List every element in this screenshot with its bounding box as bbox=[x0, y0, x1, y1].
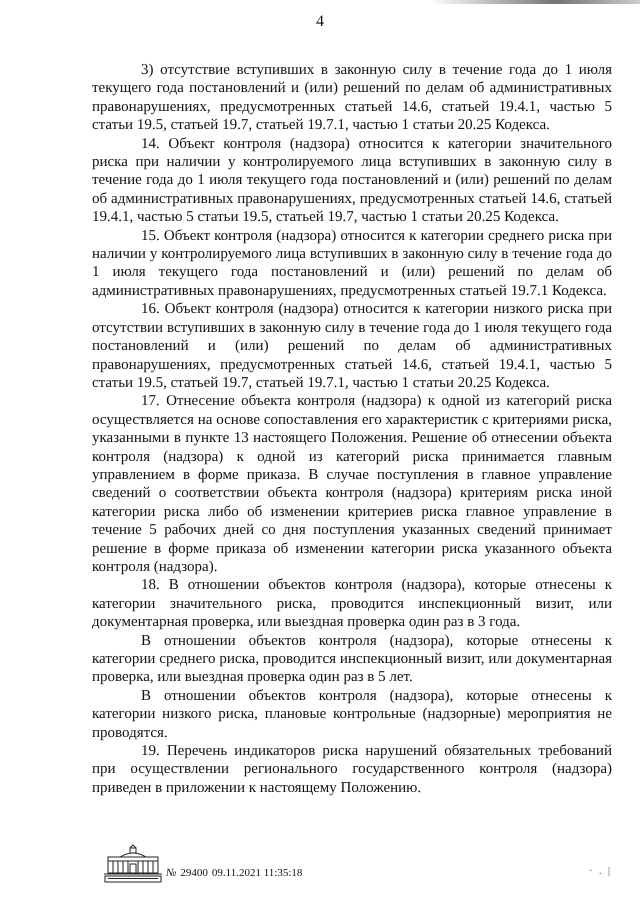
paragraph-18-low-inspections: В отношении объектов контроля (надзора), которые отнесены к категории низкого риска, плановые контрольные (надзорные) мероприятия не проводятся. bbox=[92, 687, 612, 741]
paragraph-item-3: 3) отсутствие вступивших в законную силу в течение года до 1 июля текущего года постановлений и (или) решений по делам об административных правонарушениях, предусмотренных статьей 14.6, статьей 19.4.1, частью 5 статьи 19.5, статьей 19.7, статьей 19.7.1, частью 1 статьи 20.25 Кодекса. bbox=[92, 62, 612, 134]
registration-number: 29400 bbox=[180, 867, 208, 879]
paragraph-15-medium-risk: 15. Объект контроля (надзора) относится к категории среднего риска при наличии у контролируемого лица вступивших в законную силу в течение года до 1 июля текущего года постановлений и (или) решений по делам об административных правонарушениях, предусмотренных статьей 19.7.1 Кодекса. bbox=[92, 227, 612, 299]
scan-artifact: · . | bbox=[589, 866, 612, 877]
page-number: 4 bbox=[316, 13, 324, 30]
government-building-icon bbox=[102, 844, 164, 884]
scan-edge-smudge bbox=[430, 0, 640, 4]
paragraph-18-medium-inspections: В отношении объектов контроля (надзора), которые отнесены к категории среднего риска, проводится инспекционный визит, или документарная проверка, или выездная проверка один раз в 5 лет. bbox=[92, 632, 612, 686]
paragraph-17-risk-assignment: 17. Отнесение объекта контроля (надзора) к одной из категорий риска осуществляется на основе сопоставления его характеристик с критериями риска, указанными в пункте 13 настоящего Положения. Решение об отнесении объекта контроля (надзора) к одной из категорий риска принимается главным управлением в форме приказа. В случае поступления в главное управление сведений о соответствии объекта контроля (надзора) критериям риска иной категории риска либо об изменении критериев риска главное управление в течение 5 рабочих дней со дня поступления указанных сведений принимает решение в форме приказа об изменении категории риска указанного объекта контроля (надзора). bbox=[92, 393, 612, 575]
registration-timestamp: 09.11.2021 11:35:18 bbox=[211, 867, 303, 879]
paragraph-14-significant-risk: 14. Объект контроля (надзора) относится к категории значительного риска при наличии у контролируемого лица вступивших в законную силу в течение года до 1 июля текущего года постановлений и (или) решений по делам об административных правонарушениях, предусмотренных статьей 14.6, статьей 19.4.1, частью 5 статьи 19.5, статьей 19.7, частью 1 статьи 20.25 Кодекса. bbox=[92, 135, 612, 226]
registration-symbol: № bbox=[166, 867, 177, 879]
paragraph-18-significant-inspections: 18. В отношении объектов контроля (надзора), которые отнесены к категории значительного риска, проводится инспекционный визит, или документарная проверка, или выездная проверка один раз в 3 года. bbox=[92, 577, 612, 631]
paragraph-19-risk-indicators: 19. Перечень индикаторов риска нарушений обязательных требований при осуществлении регионального государственного контроля (надзора) приведен в приложении к настоящему Положению. bbox=[92, 743, 612, 796]
paragraph-16-low-risk: 16. Объект контроля (надзора) относится к категории низкого риска при отсутствии вступивших в законную силу в течение года до 1 июля текущего года постановлений и (или) решений по делам об административных правонарушениях, предусмотренных статьей 14.6, статьей 19.4.1, частью 5 статьи 19.5, статьей 19.7, статьей 19.7.1, частью 1 статьи 20.25 Кодекса. bbox=[92, 301, 612, 391]
registration-stamp bbox=[166, 866, 302, 880]
document-body bbox=[92, 61, 612, 797]
document-footer bbox=[88, 840, 618, 890]
